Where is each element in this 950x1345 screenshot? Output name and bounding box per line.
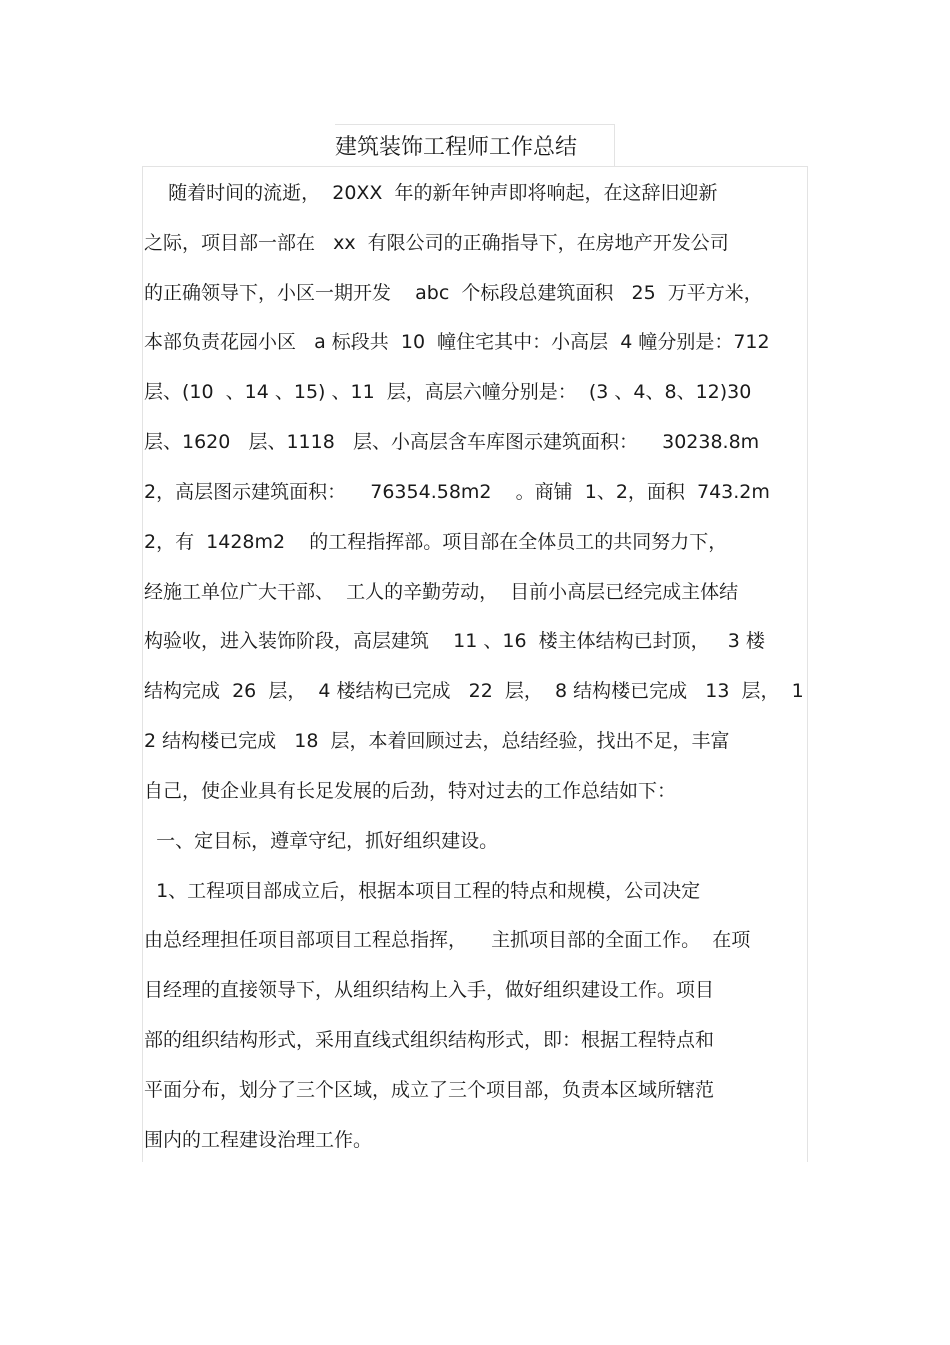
body-line: 随着时间的流逝， 20XX 年的新年钟声即将响起，在这辞旧迎新: [144, 182, 718, 204]
body-line: 层、(10 、14 、15) 、11 层，高层六幢分别是： (3 、4、8、12)30: [144, 381, 752, 403]
body-line: 本部负责花园小区 a 标段共 10 幢住宅其中：小高层 4 幢分别是：712: [144, 331, 770, 353]
body-line: 之际，项目部一部在 xx 有限公司的正确指导下，在房地产开发公司: [144, 232, 729, 254]
body-line: 的正确领导下，小区一期开发 abc 个标段总建筑面积 25 万平方米，: [144, 282, 763, 304]
body-line: 2 结构楼已完成 18 层，本着回顾过去，总结经验，找出不足，丰富: [144, 730, 730, 752]
body-line: 平面分布，划分了三个区域，成立了三个项目部，负责本区域所辖范: [144, 1079, 715, 1101]
body-line: 目经理的直接领导下，从组织结构上入手，做好组织建设工作。项目: [144, 979, 715, 1001]
body-line: 层、1620 层、1118 层、小高层含车库图示建筑面积： 30238.8m: [144, 431, 760, 453]
body-line: 构验收，进入装饰阶段，高层建筑 11 、16 楼主体结构已封顶， 3 楼: [144, 630, 765, 652]
section-heading: 一、定目标，遵章守纪，抓好组织建设。: [144, 830, 499, 852]
body-line: 1、工程项目部成立后，根据本项目工程的特点和规模，公司决定: [144, 880, 701, 902]
body-line: 部的组织结构形式，采用直线式组织结构形式，即：根据工程特点和: [144, 1029, 715, 1051]
document-title: 建筑装饰工程师工作总结: [335, 135, 578, 160]
body-line: 2，有 1428m2 的工程指挥部。项目部在全体员工的共同努力下，: [144, 531, 728, 553]
body-line: 自己，使企业具有长足发展的后劲，特对过去的工作总结如下：: [144, 780, 677, 802]
content-frame: [142, 166, 808, 1162]
body-line: 结构完成 26 层， 4 楼结构已完成 22 层， 8 结构楼已完成 13 层， 1: [144, 680, 804, 702]
body-line: 2，高层图示建筑面积： 76354.58m2 。商铺 1、2，面积 743.2m: [144, 481, 770, 503]
body-line: 由总经理担任项目部项目工程总指挥， 主抓项目部的全面工作。 在项: [144, 929, 751, 951]
body-line: 围内的工程建设治理工作。: [144, 1129, 373, 1151]
body-line: 经施工单位广大干部、 工人的辛勤劳动， 目前小高层已经完成主体结: [144, 581, 739, 603]
